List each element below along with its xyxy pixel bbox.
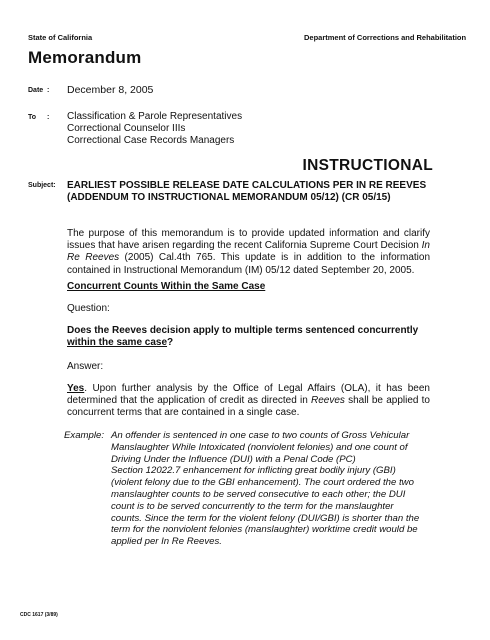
- example-line: counts. Since the term for the violent felony (DUI/GBI) is shorter than the: [111, 512, 420, 524]
- date-value: December 8, 2005: [67, 84, 154, 96]
- subject-line: (ADDENDUM TO INSTRUCTIONAL MEMORANDUM 05/12) (CR 05/15): [67, 192, 391, 203]
- date-label: Date: [28, 87, 44, 94]
- purpose-paragraph: [67, 228, 430, 277]
- example-line: manslaughter counts to be served consecutive to each other; the DUI: [111, 488, 406, 500]
- question-part: Does the Reeves decision apply to multiple terms sentenced concurrently: [67, 325, 419, 336]
- recipient-line: Correctional Counselor IIIs: [67, 123, 186, 134]
- question-underlined: within the same case: [67, 337, 168, 348]
- example-line: Section 12022.7 enhancement for inflicting great bodily injury (GBI): [111, 465, 396, 477]
- subject-text: [67, 180, 426, 204]
- header-state: State of California: [28, 33, 93, 42]
- example-line: (violent felony due to the GBI enhancement). The court ordered the two: [111, 477, 414, 489]
- subject-line: EARLIEST POSSIBLE RELEASE DATE CALCULATIONS PER IN RE REEVES: [67, 180, 427, 191]
- to-colon: :: [47, 114, 50, 121]
- subject-label: Subject:: [28, 182, 56, 189]
- recipient-line: Correctional Case Records Managers: [67, 135, 235, 146]
- example-label: Example:: [64, 430, 104, 441]
- question-label: Question:: [67, 303, 110, 314]
- question-text: [67, 325, 437, 349]
- answer-text-cont: shall be applied to concurrent terms that are contained in a single case.: [67, 395, 430, 419]
- date-colon: :: [47, 87, 50, 94]
- reeves-ref: Reeves: [310, 395, 345, 407]
- header-department: Department of Corrections and Rehabilitation: [304, 33, 467, 42]
- purpose-text: The purpose of this memorandum is to provide updated information and clarify issues that have arisen regarding the recent California Supreme Court Decision: [67, 228, 430, 252]
- example-line: Manslaughter While Intoxicated (nonviolent felonies) and one count of: [111, 441, 408, 453]
- example-line: applied per In Re Reeves.: [111, 536, 222, 548]
- case-citation: In Re Reeves: [67, 240, 430, 264]
- answer-paragraph: [67, 383, 430, 420]
- example-line: count is to be served concurrently to the term for the manslaughter: [111, 500, 394, 512]
- answer-text: . Upon further analysis by the Office of Legal Affairs (OLA), it has been determined that the application of credit as directed in: [67, 383, 430, 407]
- question-mark: ?: [167, 337, 174, 348]
- form-footer: CDC 1617 (3/89): [20, 612, 58, 618]
- answer-yes: Yes: [67, 383, 85, 394]
- recipient-line: Classification & Parole Representatives: [67, 111, 243, 122]
- example-line: An offender is sentenced in one case to two counts of Gross Vehicular: [111, 430, 410, 441]
- purpose-text-cont: (2005) Cal.4th 765. This update is in addition to the information contained in Instructional Memorandum (IM) 05/12 dated September 20, 2005.: [67, 252, 430, 276]
- answer-label: Answer:: [67, 361, 104, 372]
- to-label: To: [28, 114, 37, 121]
- instructional-heading: INSTRUCTIONAL: [302, 157, 433, 174]
- section-heading: Concurrent Counts Within the Same Case: [67, 281, 266, 292]
- memo-title: Memorandum: [28, 48, 142, 67]
- example-line: Driving Under the Influence (DUI) with a Penal Code (PC): [111, 453, 356, 465]
- example-line: term for the nonviolent felonies (manslaughter) worktime credit would be: [111, 524, 418, 536]
- to-recipients: [67, 111, 242, 147]
- example-body: [111, 430, 436, 548]
